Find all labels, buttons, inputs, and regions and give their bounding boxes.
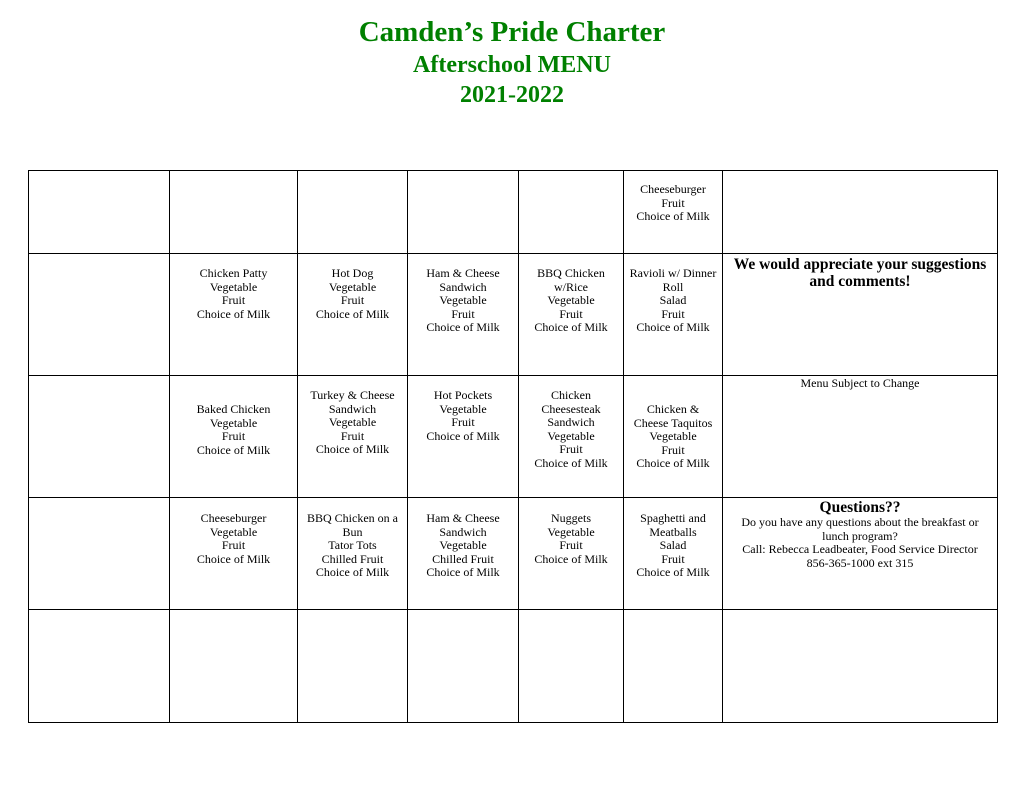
menu-item: Vegetable [547, 524, 595, 539]
menu-item: Cheeseburger [640, 182, 706, 196]
menu-item: Sandwich [547, 415, 595, 429]
menu-item: Fruit [661, 551, 685, 566]
menu-item: Bun [342, 524, 363, 539]
school-year: 2021-2022 [460, 82, 564, 108]
menu-item: Vegetable [649, 429, 697, 443]
menu-item: Fruit [559, 442, 583, 456]
menu-item: w/Rice [554, 279, 588, 294]
menu-item: Choice of Milk [636, 209, 710, 223]
menu-item: Cheese Taquitos [633, 415, 713, 430]
menu-items [174, 498, 293, 566]
menu-item: Vegetable [547, 293, 595, 307]
menu-item: Choice of Milk [534, 320, 608, 334]
questions-text: Do you have any questions about the breakfast or lunch program? [741, 515, 979, 543]
menu-item: Fruit [661, 442, 685, 457]
menu-items [174, 376, 293, 457]
menu-item: Choice of Milk [315, 565, 390, 579]
menu-item: Choice of Milk [636, 456, 710, 470]
menu-item: Ham & Cheese [426, 266, 500, 280]
menu-item: Chilled Fruit [432, 551, 494, 566]
menu-week-row [29, 254, 998, 376]
menu-item: Chicken Patty [199, 266, 268, 280]
menu-item: Fruit [559, 306, 583, 321]
menu-item: Fruit [661, 195, 685, 210]
menu-item: Cheesesteak [541, 401, 601, 416]
menu-item: Fruit [221, 293, 246, 307]
menu-day-cell [519, 610, 624, 723]
menu-item: BBQ Chicken on a [307, 511, 398, 525]
menu-item: Vegetable [209, 279, 258, 294]
menu-day-cell [408, 254, 519, 376]
menu-items [412, 376, 514, 443]
menu-item: Sandwich [439, 524, 487, 539]
menu-week-row [29, 610, 998, 723]
menu-item: Baked Chicken [196, 402, 271, 416]
menu-items [523, 498, 619, 566]
menu-day-cell [408, 376, 519, 498]
menu-day-cell [624, 610, 723, 723]
menu-items [302, 376, 403, 457]
notice-cell [723, 376, 998, 498]
page-header [0, 14, 1024, 110]
menu-day-cell [519, 498, 624, 610]
menu-item: Turkey & Cheese [310, 388, 395, 402]
menu-item: Choice of Milk [196, 551, 271, 566]
menu-item: Ravioli w/ Dinner [629, 266, 717, 280]
menu-week-row [29, 498, 998, 610]
menu-day-cell [408, 610, 519, 723]
menu-day-cell [519, 171, 624, 254]
menu-item: Vegetable [328, 279, 377, 294]
menu-item: Vegetable [209, 415, 258, 430]
menu-item: BBQ Chicken [537, 266, 605, 280]
menu-day-cell [624, 376, 723, 498]
menu-items [523, 254, 619, 335]
questions-title: Questions?? [819, 499, 901, 516]
menu-item: Fruit [451, 415, 475, 429]
menu-day-cell [29, 171, 170, 254]
suggestions-text: We would appreciate your suggestions and comments! [733, 256, 987, 290]
menu-item: Fruit [221, 538, 246, 552]
menu-items [302, 498, 403, 580]
menu-items [523, 376, 619, 470]
menu-item: Vegetable [439, 538, 487, 552]
menu-item: Roll [662, 279, 684, 294]
menu-day-cell [29, 376, 170, 498]
menu-item: Fruit [559, 538, 583, 552]
menu-item: Chicken & [646, 402, 700, 416]
school-name: Camden’s Pride Charter [358, 16, 666, 48]
menu-item: Vegetable [547, 428, 595, 443]
menu-item: Hot Pockets [433, 388, 493, 402]
menu-day-cell [29, 254, 170, 376]
menu-day-cell [519, 376, 624, 498]
menu-items [628, 171, 718, 224]
menu-item: Fruit [340, 428, 365, 443]
menu-week-row [29, 376, 998, 498]
menu-day-cell [408, 171, 519, 254]
menu-item: Sandwich [328, 401, 377, 416]
menu-item: Fruit [340, 293, 365, 307]
menu-item: Choice of Milk [636, 320, 710, 334]
menu-items [412, 498, 514, 580]
menu-items [628, 498, 718, 580]
menu-day-cell [170, 610, 298, 723]
menu-item: Choice of Milk [315, 442, 390, 456]
menu-day-cell [170, 254, 298, 376]
menu-week-row [29, 171, 998, 254]
menu-day-cell [408, 498, 519, 610]
suggestions-cell [723, 254, 998, 376]
menu-item: Vegetable [439, 401, 487, 416]
menu-item: Vegetable [439, 293, 487, 307]
menu-item: Choice of Milk [426, 320, 500, 334]
menu-item: Choice of Milk [315, 306, 390, 321]
menu-item: Nuggets [551, 511, 591, 525]
menu-day-cell [298, 498, 408, 610]
menu-item: Chilled Fruit [321, 551, 384, 566]
menu-item: Cheeseburger [200, 511, 267, 525]
menu-change-notice: Menu Subject to Change [800, 376, 920, 390]
menu-day-cell [170, 171, 298, 254]
menu-item: Choice of Milk [426, 565, 500, 579]
menu-table [28, 170, 998, 723]
menu-item: Choice of Milk [196, 442, 271, 457]
menu-item: Spaghetti and [640, 511, 706, 525]
menu-item: Vegetable [328, 415, 377, 429]
menu-item: Choice of Milk [636, 565, 710, 579]
questions-cell [723, 498, 998, 610]
menu-day-cell [298, 171, 408, 254]
menu-items [628, 254, 718, 335]
side-cell-empty [723, 171, 998, 254]
menu-item: Hot Dog [331, 266, 374, 280]
menu-item: Choice of Milk [534, 455, 608, 470]
menu-day-cell [624, 254, 723, 376]
contact-name: Call: Rebecca Leadbeater, Food Service Director [742, 542, 978, 556]
menu-item: Choice of Milk [534, 551, 608, 566]
menu-item: Fruit [451, 306, 475, 321]
menu-day-cell [170, 498, 298, 610]
menu-day-cell [298, 254, 408, 376]
menu-items [174, 254, 293, 321]
menu-items [302, 254, 403, 321]
menu-item: Tator Tots [328, 538, 377, 552]
menu-items [412, 254, 514, 335]
contact-phone: 856-365-1000 ext 315 [806, 555, 914, 570]
menu-day-cell [624, 498, 723, 610]
menu-item: Salad [659, 538, 687, 552]
menu-item: Choice of Milk [426, 428, 500, 443]
menu-day-cell [624, 171, 723, 254]
menu-title: Afterschool MENU [413, 52, 611, 78]
menu-day-cell [298, 376, 408, 498]
menu-items [628, 376, 718, 471]
menu-item: Choice of Milk [196, 306, 271, 321]
menu-item: Salad [659, 293, 687, 307]
menu-day-cell [29, 498, 170, 610]
menu-item: Meatballs [649, 524, 697, 539]
menu-day-cell [519, 254, 624, 376]
menu-day-cell [29, 610, 170, 723]
menu-item: Chicken [551, 388, 591, 402]
menu-item: Vegetable [209, 524, 258, 539]
side-cell-empty [723, 610, 998, 723]
menu-day-cell [298, 610, 408, 723]
menu-item: Ham & Cheese [426, 511, 500, 525]
menu-item: Fruit [221, 429, 246, 443]
menu-item: Fruit [661, 306, 685, 321]
menu-day-cell [170, 376, 298, 498]
menu-item: Sandwich [439, 279, 487, 294]
